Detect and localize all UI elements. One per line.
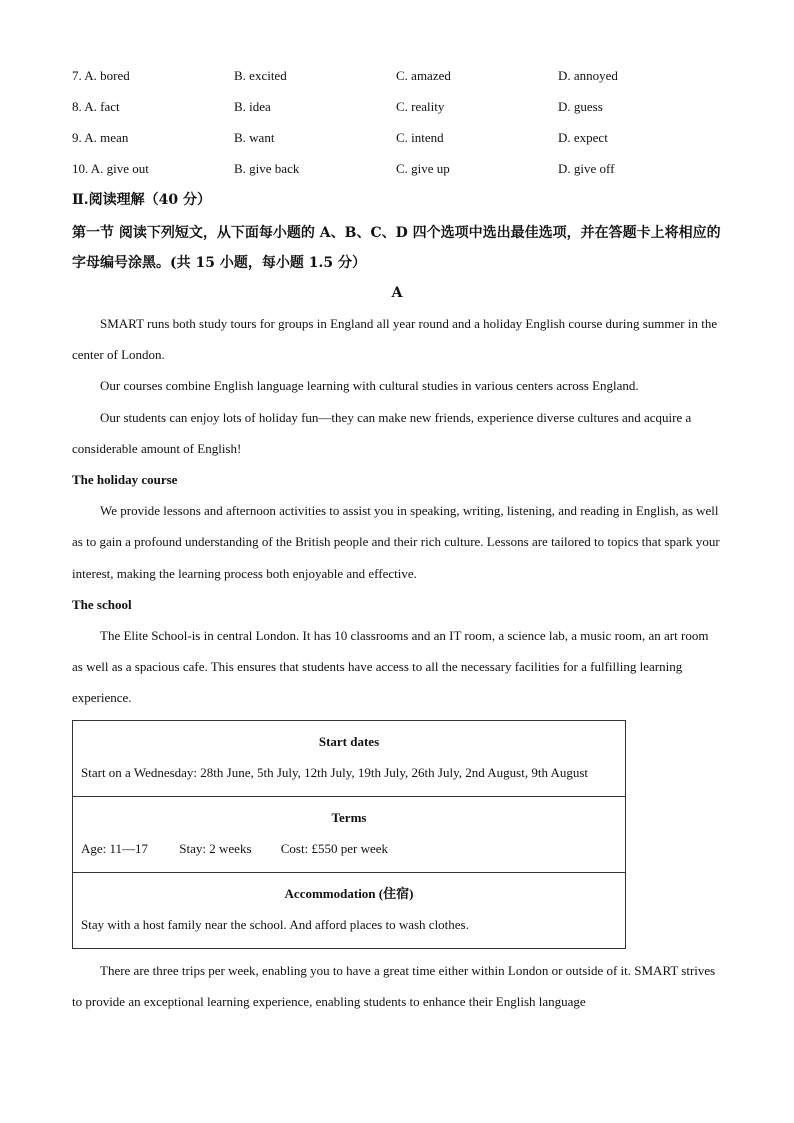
accommodation-row: [73, 872, 626, 948]
option-d: D. guess: [558, 99, 603, 114]
option-a: 8. A. fact: [72, 99, 120, 114]
terms-stay: Stay: 2 weeks: [179, 840, 252, 856]
terms-title: Terms: [331, 809, 367, 825]
holiday-course-heading: The holiday course: [72, 472, 178, 488]
option-a: 7. A. bored: [72, 68, 130, 83]
option-a: 9. A. mean: [72, 130, 129, 145]
closing-paragraph: There are three trips per week, enabling you to have a great time either within London or outside of it. SMART strives to provide an exceptional learning experience, enabling students to enhance their English language: [72, 962, 716, 1009]
cloze-options: [72, 64, 722, 188]
option-d: D. annoyed: [558, 68, 618, 83]
option-b: B. excited: [234, 68, 287, 83]
terms-age: Age: 11—17: [81, 840, 149, 856]
option-row-9: [72, 126, 722, 157]
accommodation-title: Accommodation (住宿): [284, 885, 414, 901]
start-dates-title: Start dates: [318, 733, 380, 749]
passage-letter: A: [391, 285, 403, 301]
option-a: 10. A. give out: [72, 161, 149, 176]
start-dates-row: [73, 720, 626, 796]
option-c: C. give up: [396, 161, 450, 176]
option-d: D. give off: [558, 161, 615, 176]
start-dates-text: Start on a Wednesday: 28th June, 5th July, 12th July, 19th July, 26th July, 2nd August, 9th August: [81, 764, 589, 780]
terms-cost: Cost: £550 per week: [280, 840, 388, 856]
option-d: D. expect: [558, 130, 608, 145]
option-b: B. want: [234, 130, 275, 145]
exam-page: [72, 64, 722, 1017]
intro-paragraph-1: SMART runs both study tours for groups in England all year round and a holiday English course during summer in the center of London.: [72, 316, 718, 363]
option-c: C. reality: [396, 99, 445, 114]
option-c: C. intend: [396, 130, 444, 145]
intro-paragraph-3: Our students can enjoy lots of holiday fun—they can make new friends, experience diverse cultures and acquire a considerable amount of English!: [72, 409, 692, 456]
section-heading: Ⅱ.阅读理解（40 分）: [72, 192, 212, 208]
option-b: B. idea: [234, 99, 271, 114]
terms-row: [73, 796, 626, 872]
holiday-course-text: We provide lessons and afternoon activities to assist you in speaking, writing, listening, and reading in English, as well as to gain a profound understanding of the British people and their rich culture. Lessons are tailored to topics that spark your interest, making the learning process both enjoyable and effective.: [72, 503, 720, 581]
intro-paragraph-2: Our courses combine English language learning with cultural studies in various centers across England.: [100, 378, 639, 394]
accommodation-text: Stay with a host family near the school. And afford places to wash clothes.: [81, 916, 469, 932]
section-instruction: 第一节 阅读下列短文，从下面每小题的 A、B、C、D 四个选项中选出最佳选项，并在答题卡上将相应的字母编号涂黑。(共 15 小题，每小题 1.5 分）: [72, 225, 721, 271]
school-heading: The school: [72, 596, 132, 612]
option-row-10: [72, 157, 722, 188]
school-text: The Elite School-is in central London. It has 10 classrooms and an IT room, a science lab, a music room, an art room as well as a spacious cafe. This ensures that students have access to all the necessary facilities for a fulfilling learning experience.: [72, 628, 709, 706]
option-row-8: [72, 95, 722, 126]
option-c: C. amazed: [396, 68, 451, 83]
option-b: B. give back: [234, 161, 300, 176]
option-row-7: [72, 64, 722, 95]
course-info-table: [72, 720, 626, 949]
